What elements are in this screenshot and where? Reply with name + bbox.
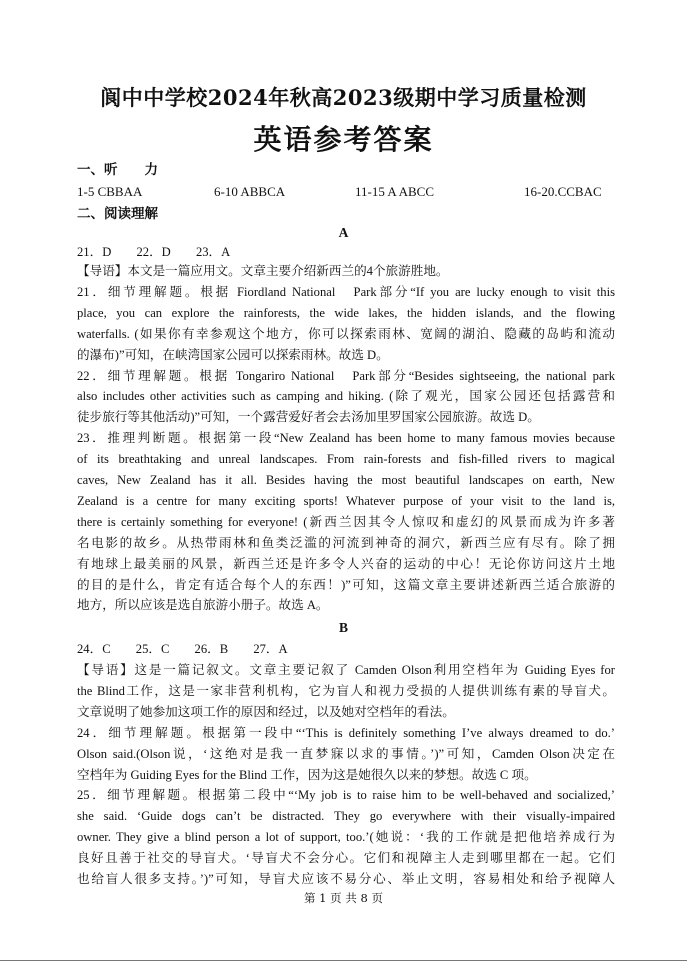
- explanation-line: 24．细节理解题。根据第一段中“‘This is definitely something I’ve always dreamed to do.’: [77, 725, 615, 740]
- passage-a-label: A: [338, 225, 349, 240]
- explanation-line: the Blind工作，这是一家非营利机构，它为盲人和视力受损的人提供训练有素的导盲犬。: [77, 683, 615, 698]
- page-number: 第 1 页 共 8 页: [304, 891, 383, 905]
- passage-b-label: B: [338, 620, 348, 635]
- explanation-line: waterfalls. (如果你有幸参观这个地方，你可以探索雨林、宽阔的湖泊、隐藏的岛屿和流动: [77, 326, 615, 341]
- explanation-line: Zealand is a centre for many exciting sports! Whatever purpose of your visit to the land is,: [77, 493, 615, 508]
- divider: [0, 960, 687, 961]
- explanation-line: there is certainly something for everyone! (新西兰因其令人惊叹和虚幻的风景而成为许多著: [77, 514, 615, 529]
- passage-a-answers: 21．D 22．D 23．A: [77, 245, 231, 259]
- answer-group: 1-5 CBBAA: [77, 184, 143, 199]
- explanation-line: 徒步旅行等其他活动)”可知，一个露营爱好者会去汤加里罗国家公园旅游。故选 D。: [77, 410, 540, 425]
- explanation-line: 【导语】本文是一篇应用文。文章主要介绍新西兰的4个旅游胜地。: [77, 264, 449, 278]
- explanation-line: Olson said.(Olson说，‘这绝对是我一直梦寐以求的事情。’)”可知，Camden Olson决定在: [77, 746, 615, 761]
- passage-b-answers: 24．C 25．C 26．B 27．A: [77, 642, 288, 656]
- answer-group: 16-20.CCBAC: [524, 184, 602, 199]
- explanation-line: 的瀑布)”可知，在峡湾国家公园可以探索雨林。故选 D。: [77, 347, 389, 362]
- explanation-line: 文章说明了她参加这项工作的原因和经过，以及她对空档年的看法。: [77, 704, 455, 719]
- explanation-line: she said. ‘Guide dogs can’t be distracted. They go everywhere with their visually-impaired: [77, 809, 615, 824]
- explanation-line: 也给盲人很多支持。’)”可知，导盲犬应该不易分心、举止文明，容易相处和给予视障人: [77, 872, 615, 886]
- answer-group: 11-15 A ABCC: [355, 184, 434, 199]
- document-subtitle: 英语参考答案: [253, 123, 434, 156]
- listening-answers: [77, 184, 617, 202]
- explanation-line: caves, New Zealand has it all. Besides having the most beautiful landscapes on earth, New: [77, 473, 615, 487]
- answer-group: 6-10 ABBCA: [214, 184, 286, 199]
- explanation-line: 【导语】这是一篇记叙文。文章主要记叙了 Camden Olson利用空档年为 Guiding Eyes for: [77, 663, 615, 677]
- explanation-line: 25．细节理解题。根据第二段中“‘My job is to raise him to be well-behaved and socialized,’: [77, 788, 615, 803]
- listening-heading: 一、听 力: [77, 162, 158, 178]
- explanation-line: 有地球上最美丽的风景，新西兰还是许多令人兴奋的运动的中心！无论你访问这片土地: [77, 556, 615, 571]
- explanation-line: 地方，所以应该是选自旅游小册子。故选 A。: [77, 598, 329, 613]
- explanation-line: 22．细节理解题。根据 Tongariro National Park部分“Besides sightseeing, the national park: [77, 368, 615, 383]
- explanation-line: 名电影的故乡。从热带雨林和鱼类泛滥的河流到神奇的洞穴，新西兰应有尽有。除了拥: [77, 535, 615, 550]
- explanation-line: place, you can explore the rainforests, the wide lakes, the hidden islands, and the flowing: [77, 305, 615, 320]
- explanation-line: owner. They give a blind person a lot of support, too.’(她说：‘我的工作就是把他培养成行为: [77, 830, 615, 845]
- explanation-line: of its breathtaking and unreal landscapes. From rain-forests and fish-filled rivers to magical: [77, 452, 615, 467]
- explanation-line: 21．细节理解题。根据 Fiordland National Park部分“If you are lucky enough to visit this: [77, 284, 615, 299]
- explanation-line: 23．推理判断题。根据第一段“New Zealand has been home to many famous movies because: [77, 431, 615, 446]
- explanation-line: also includes other activities such as camping and hiking. (除了观光，国家公园还包括露营和: [77, 389, 615, 404]
- reading-heading: 二、阅读理解: [77, 206, 158, 222]
- explanation-line: 良好且善于社交的导盲犬。‘导盲犬不会分心。它们和视障主人走到哪里都在一起。它们: [77, 851, 615, 866]
- explanation-line: 空档年为 Guiding Eyes for the Blind 工作，因为这是她很久以来的梦想。故选 C 项。: [77, 767, 537, 782]
- exam-title: 阆中中学校2024年秋高2023级期中学习质量检测: [100, 85, 587, 110]
- explanation-line: 的目的是什么，肯定有适合每个人的东西！)”可知，这篇文章主要讲述新西兰适合旅游的: [77, 577, 615, 592]
